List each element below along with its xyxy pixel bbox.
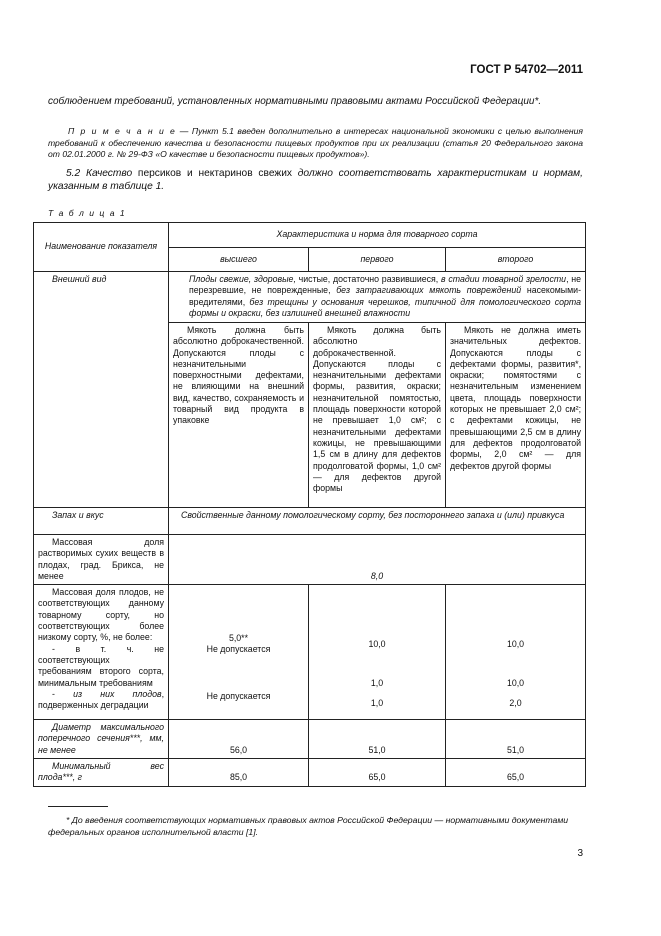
- smell-value: Свойственные данному помологическому сорту, без постороннего запаха и (или) привкуса: [169, 508, 586, 535]
- weight-top: 85,0: [169, 759, 309, 787]
- mismatch-second: 10,0 10,0 2,0: [446, 585, 586, 720]
- note-paragraph: [48, 126, 583, 161]
- row-label-weight: Минимальный вес плода***, г: [34, 759, 169, 787]
- table-row-mismatch: [34, 585, 586, 720]
- table-row-diameter: [34, 720, 586, 759]
- table-row-dry: [34, 535, 586, 585]
- weight-first: 65,0: [309, 759, 446, 787]
- header-group: Характеристика и норма для товарного сорта: [169, 223, 586, 248]
- clause-5-2-b: персиков и нектаринов свежих: [137, 168, 298, 179]
- header-indicator: Наименование показателя: [34, 223, 169, 272]
- table-caption: Т а б л и ц а 1: [48, 208, 127, 218]
- clause-5-2-a: 5.2 Качество: [66, 168, 138, 179]
- table-header-row: [34, 223, 586, 248]
- diameter-second: 51,0: [446, 720, 586, 759]
- table-row-weight: [34, 759, 586, 787]
- row-label-appearance: Внешний вид: [34, 272, 169, 508]
- header-grade-first: первого: [309, 247, 446, 272]
- quality-table: [33, 222, 586, 787]
- appearance-top: Мякоть должна быть абсолютно доброкачественной. Допускаются плоды с незначительными поверхностными дефектами, не влияющими на внешний вид, качество, сохраняемость и товарный вид продукта в упаковке: [169, 323, 309, 508]
- page-number: 3: [577, 848, 583, 859]
- mismatch-top: 5,0** Не допускается Не допускается: [169, 585, 309, 720]
- table-row-appearance: [34, 272, 586, 323]
- appearance-first: Мякоть должна быть абсолютно доброкачественной. Допускаются плоды с незначительными дефектами формы, развития, окраски; незначительной помятостью, площадь поверхности которой не превышает 1,0 см²; с незначительными дефектами кожицы, не превышающими 1,5 см в длину для дефектов продолговатой формы, 1,0 см² — для дефектов другой формы: [309, 323, 446, 508]
- continuation-paragraph: соблюдением требований, установленных нормативными правовыми актами Российской Федерации*.: [48, 96, 542, 107]
- header-grade-second: второго: [446, 247, 586, 272]
- header-grade-top: высшего: [169, 247, 309, 272]
- clause-5-2: [48, 167, 583, 193]
- row-label-dry: Массовая доля растворимых сухих веществ в плодах, град. Брикса, не менее: [34, 535, 169, 585]
- diameter-top: 56,0: [169, 720, 309, 759]
- appearance-second: Мякоть не должна иметь значительных дефектов. Допускаются плоды с дефектами формы, развития*, окраски; помятостями с незначительным изменением цвета, площадь поверхности которых не превышает 2,0 см²; с дефектами кожицы, не превышающими 2,5 см в длину для дефектов продолговатой формы, 2,0 см² — для дефектов другой формы: [446, 323, 586, 508]
- clause-5-2-c: должно соответствовать характеристикам и нормам, указанным в таблице 1.: [48, 168, 583, 192]
- weight-second: 65,0: [446, 759, 586, 787]
- footnote: * До введения соответствующих нормативных правовых актов Российской Федерации — нормативными документами федеральных органов исполнительной власти [1].: [48, 815, 569, 837]
- diameter-first: 51,0: [309, 720, 446, 759]
- document-header: ГОСТ Р 54702—2011: [470, 64, 583, 76]
- note-text: — Пункт 5.1 введен дополнительно в интересах национальной экономики с целью выполнения требований к обеспечению качества и безопасности пищевых продуктов при их реализации (статья 20 Федерального закона от 02.01.2000 г. № 29-ФЗ «О качестве и безопасности пищевых продуктов»).: [48, 126, 584, 159]
- table-row-smell: [34, 508, 586, 535]
- dry-value: 8,0: [169, 535, 586, 585]
- row-label-diameter: Диаметр максимального поперечного сечения***, мм, не менее: [34, 720, 169, 759]
- row-label-mismatch: Массовая доля плодов, не соответствующих данному товарному сорту, но соответствующих более низкому сорту, %, не более: - в т. ч. не соответствующих требованиям второго сорта, минимальным требованиям - из них плодов, подверженных деградации: [34, 585, 169, 720]
- mismatch-first: 10,0 1,0 1,0: [309, 585, 446, 720]
- note-label: П р и м е ч а н и е: [68, 126, 177, 136]
- row-label-smell: Запах и вкус: [34, 508, 169, 535]
- appearance-common: Плоды свежие, здоровые, чистые, достаточно развившиеся, в стадии товарной зрелости, не перезревшие, не поврежденные, без затрагивающих мякоть повреждений насекомыми-вредителями, без трещины у основания черешков, типичной для помологического сорта формы и окраски, без излишней внешней влажности: [169, 272, 586, 323]
- footnote-divider: [48, 806, 108, 807]
